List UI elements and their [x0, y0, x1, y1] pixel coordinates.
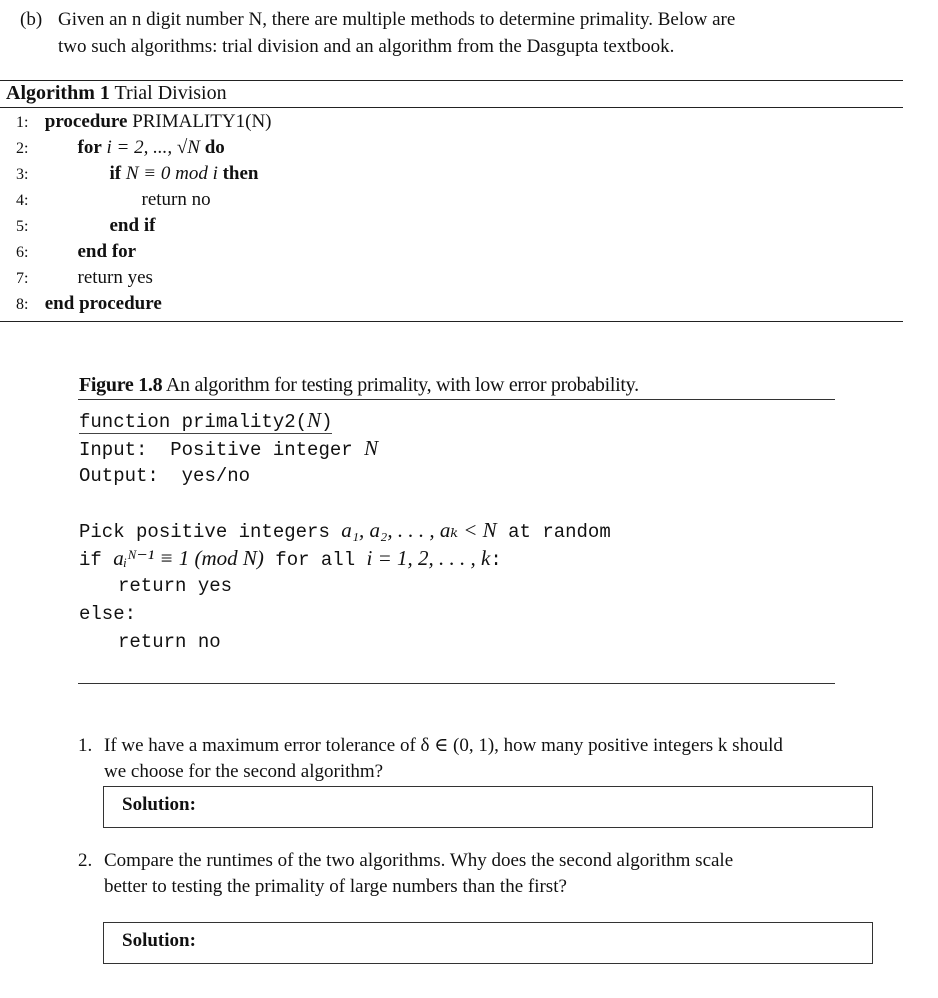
- figure-pick-line: Pick positive integers a₁, a₂, . . . , aₖ < N at random: [79, 518, 611, 543]
- intro-line-1: Given an n digit number N, there are multiple methods to determine primality. Below are: [58, 9, 736, 30]
- algorithm-line-5: 5: end if: [16, 215, 156, 236]
- algorithm-caption-rule: [0, 107, 903, 108]
- question-1: [78, 733, 908, 785]
- question-2: [78, 848, 908, 900]
- question-2-number: 2.: [78, 850, 93, 871]
- algorithm-line-6: 6: end for: [16, 241, 137, 262]
- question-2-line-2: better to testing the primality of large numbers than the first?: [104, 876, 567, 897]
- question-2-solution-label: Solution:: [122, 930, 196, 951]
- figure-caption: [79, 372, 639, 398]
- part-label: (b): [20, 9, 43, 30]
- figure-top-rule: [78, 399, 835, 400]
- question-2-line-1: Compare the runtimes of the two algorithms. Why does the second algorithm scale: [104, 850, 734, 871]
- question-1-solution-box[interactable]: [103, 786, 873, 828]
- algorithm-caption-title: Trial Division: [114, 82, 227, 104]
- figure-return-yes-line: return yes: [118, 575, 233, 597]
- algorithm-line-3: 3: if N ≡ 0 mod i then: [16, 163, 259, 184]
- algorithm-line-4: 4: return no: [16, 189, 211, 210]
- algorithm-caption-number: Algorithm 1: [6, 82, 110, 104]
- figure-input-line: Input: Positive integer N: [79, 436, 379, 461]
- algorithm-line-7: 7: return yes: [16, 267, 153, 288]
- question-1-solution-label: Solution:: [122, 794, 196, 815]
- figure-else-line: else:: [79, 603, 137, 625]
- algorithm-line-2: 2: for i = 2, ..., √N do: [16, 137, 225, 158]
- algorithm-line-8: 8: end procedure: [16, 293, 162, 314]
- question-1-number: 1.: [78, 735, 93, 756]
- question-1-line-1: If we have a maximum error tolerance of δ ∈ (0, 1), how many positive integers k should: [104, 735, 783, 756]
- figure-caption-text: An algorithm for testing primality, with low error probability.: [165, 374, 639, 396]
- figure-output-line: Output: yes/no: [79, 465, 251, 487]
- intro-line-2: two such algorithms: trial division and an algorithm from the Dasgupta textbook.: [58, 36, 675, 57]
- figure-return-no-line: return no: [118, 631, 221, 653]
- intro-paragraph: [20, 6, 910, 60]
- figure-if-line: if aᵢᴺ⁻¹ ≡ 1 (mod N) for all i = 1, 2, . . . , k:: [79, 546, 502, 571]
- figure-caption-number: Figure 1.8: [79, 374, 163, 396]
- algorithm-caption: [6, 80, 227, 106]
- figure-function-line: function primality2(N): [79, 408, 333, 433]
- question-1-line-2: we choose for the second algorithm?: [104, 761, 384, 782]
- algorithm-line-1: 1: procedure PRIMALITY1(N): [16, 111, 272, 132]
- figure-bottom-rule: [78, 683, 835, 684]
- question-2-solution-box[interactable]: [103, 922, 873, 964]
- algorithm-bottom-rule: [0, 321, 903, 322]
